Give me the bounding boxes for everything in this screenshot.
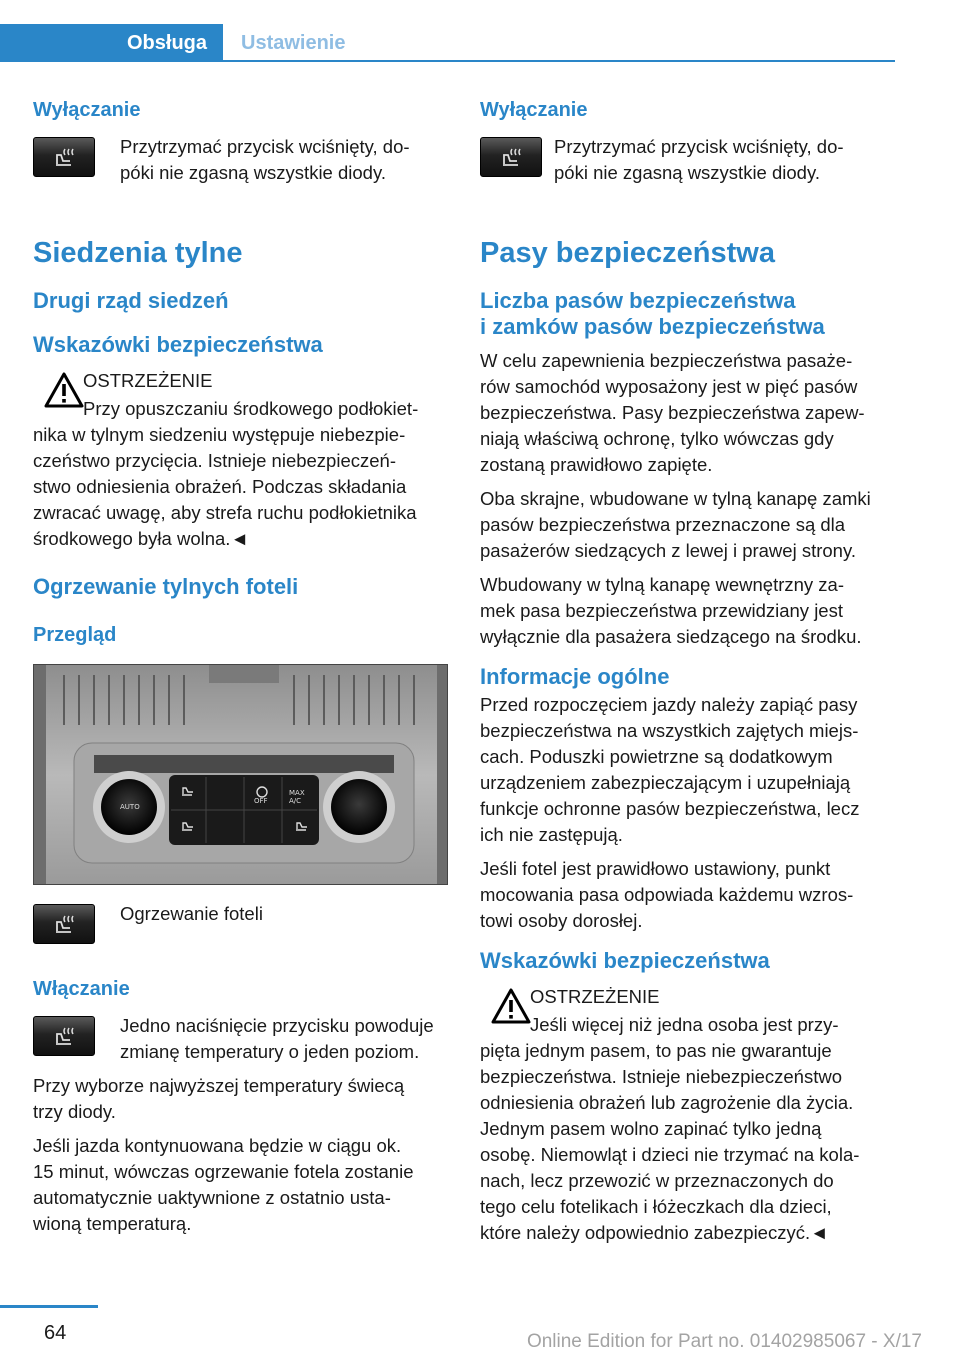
page-number: 64 <box>44 1322 67 1344</box>
photo-label-ac: A/C <box>289 797 302 805</box>
seat-heating-button-icon <box>33 904 95 944</box>
seat-heat-glyph <box>51 913 77 935</box>
subsection-second-row: Drugi rząd siedzeń <box>33 288 229 313</box>
tab-ustawienie[interactable]: Ustawienie <box>241 32 346 54</box>
off-instruction-right <box>480 137 898 186</box>
seat-heating-button-icon <box>33 1016 95 1056</box>
paragraph-center-buckle: Wbudowany w tylną kanapę wewnętrzny za- mek pasa bezpieczeństwa przewidziany jest wyłącznie dla pasażera siedzącego na środku. <box>480 574 862 647</box>
paragraph-outer-buckles: Oba skrajne, wbudowane w tylną kanapę zamki pasów bezpieczeństwa przeznaczone są dla pasażerów siedzących z lewej i prawej strony. <box>480 488 871 561</box>
on-instruction <box>33 1016 453 1065</box>
safety-heading-right: Wskazówki bezpieczeństwa <box>480 948 770 973</box>
off-text: Przytrzymać przycisk wciśnięty, do- póki nie zgasną wszystkie diody. <box>120 136 410 183</box>
tab-obsluga[interactable]: Obsługa <box>0 24 223 62</box>
footer-accent-line <box>0 1305 98 1308</box>
subsection-belt-count: Liczba pasów bezpieczeństwa i zamków pasów bezpieczeństwa <box>480 288 825 339</box>
footer-watermark: Online Edition for Part no. 01402985067 - X/17 <box>526 1331 922 1352</box>
off-instruction <box>33 137 453 186</box>
seat-heat-glyph <box>498 146 524 168</box>
safety-heading: Wskazówki bezpieczeństwa <box>33 332 323 357</box>
off-heading: Wyłączanie <box>33 99 141 121</box>
left-column <box>33 98 453 1237</box>
photo-label-auto: AUTO <box>120 803 140 811</box>
warning-label: OSTRZEŻENIE <box>83 370 213 391</box>
rear-climate-panel-photo <box>33 664 448 885</box>
warning-block <box>33 368 453 552</box>
seat-heat-glyph <box>51 1025 77 1047</box>
heating-heading: Ogrzewanie tylnych foteli <box>33 574 299 599</box>
header-tabbar <box>0 24 895 62</box>
warning-label-right: OSTRZEŻENIE <box>530 986 660 1007</box>
paragraph-five-belts: W celu zapewnienia bezpieczeństwa pasaże- rów samochód wyposażony jest w pięć pasów bezpieczeństwa. Pasy bezpieczeństwa zapew- niają właściwą ochronę, tylko wówczas gdy zostaną prawidłowo zapięte. <box>480 350 865 475</box>
paragraph-anchor-point: Jeśli fotel jest prawidłowo ustawiony, punkt mocowania pasa odpowiada każdemu wzros- towi osoby dorosłej. <box>480 858 854 931</box>
on-heading: Włączanie <box>33 978 130 1000</box>
off-text-right: Przytrzymać przycisk wciśnięty, do- póki nie zgasną wszystkie diody. <box>554 136 844 183</box>
warning-text-first-right: Jeśli więcej niż jedna osoba jest przy- <box>530 1014 839 1035</box>
seat-heating-label: Ogrzewanie foteli <box>120 903 263 924</box>
paragraph-max-temp: Przy wyborze najwyższej temperatury świecą trzy diody. <box>33 1075 405 1122</box>
footer-edition <box>527 1331 922 1353</box>
section-title-seat-belts: Pasy bezpieczeństwa <box>480 237 775 269</box>
warning-block-right <box>480 984 898 1246</box>
general-heading: Informacje ogólne <box>480 664 670 689</box>
warning-text-rest-right: pięta jednym pasem, to pas nie gwarantuje bezpieczeństwa. Istnieje niebezpieczeństwo odniesienia obrażeń lub zagrożenie dla życia. Jednym pasem wolno zapinać tylko jedną osobę. Niemowląt i dzieci nie trzymać na kola- nach, lecz przewozić w przeznaczonych do tego celu fotelikach i łóżeczkach dla dzieci, które należy odpowiednio zabezpieczyć.◄ <box>480 1040 860 1243</box>
off-heading-right: Wyłączanie <box>480 99 588 121</box>
warning-text-rest: nika w tylnym siedzeniu występuje niebezpie- czeństwo przycięcia. Istnieje niebezpieczeń- stwo odniesienia obrażeń. Podczas składania zwracać uwagę, aby strefa ruchu podłokietnika środkowego była wolna.◄ <box>33 424 417 549</box>
section-title-rear-seats: Siedzenia tylne <box>33 237 243 269</box>
warning-text-first: Przy opuszczaniu środkowego podłokiet- <box>83 398 419 419</box>
on-text: Jedno naciśnięcie przycisku powoduje zmianę temperatury o jeden poziom. <box>120 1015 434 1062</box>
seat-heating-button-icon <box>480 137 542 177</box>
seat-heating-button-icon <box>33 137 95 177</box>
right-column <box>480 98 898 1246</box>
photo-label-max: MAX <box>289 789 305 797</box>
seat-heat-glyph <box>51 146 77 168</box>
seat-heating-legend <box>33 904 453 944</box>
paragraph-auto-reactivation: Jeśli jazda kontynuowana będzie w ciągu ok. 15 minut, wówczas ogrzewanie fotela zostanie automatycznie uaktywnione z ostatnio usta- wioną temperaturą. <box>33 1135 414 1234</box>
paragraph-fasten-belts: Przed rozpoczęciem jazdy należy zapiąć pasy bezpieczeństwa na wszystkich zajętych miejs- cach. Poduszki powietrzne są dodatkowym urządzeniem zabezpieczającym i uzupełniają funkcje ochronne pasów bezpieczeństwa, lecz ich nie zastępują. <box>480 694 860 845</box>
overview-heading: Przegląd <box>33 624 117 646</box>
photo-label-off: OFF <box>254 797 268 805</box>
